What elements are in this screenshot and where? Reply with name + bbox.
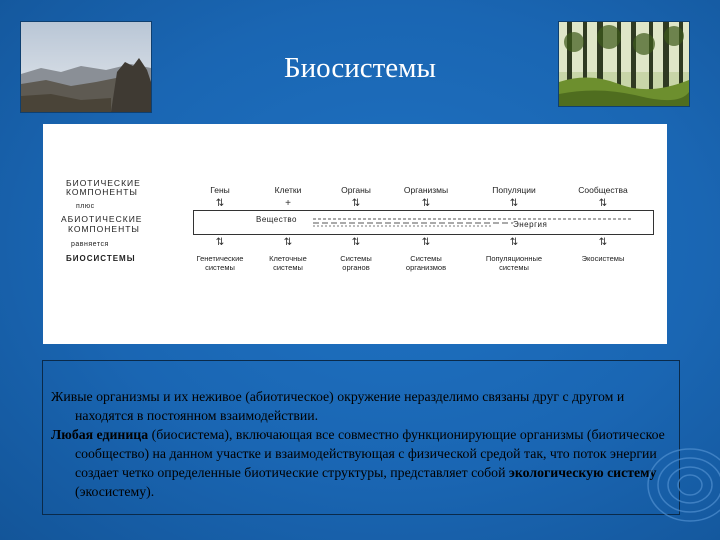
column-cells: Клетки <box>274 185 302 195</box>
column-genes: Гены <box>210 185 230 195</box>
arrow-icon: ⇅ <box>421 237 431 248</box>
arrow-icon: ⇅ <box>421 198 431 209</box>
matter-label: Вещество <box>256 215 297 224</box>
arrow-icon: ⇅ <box>509 198 519 209</box>
abiotic-label-line2: КОМПОНЕНТЫ <box>68 224 140 234</box>
column-communities: Сообщества <box>578 185 628 195</box>
abiotic-label-line1: АБИОТИЧЕСКИЕ <box>61 214 143 224</box>
forest-photo <box>558 21 690 107</box>
column-organs: Органы <box>341 185 371 195</box>
arrow-icon: ⇅ <box>351 198 361 209</box>
biotic-label-line2: КОМПОНЕНТЫ <box>66 187 138 197</box>
mountain-landscape-photo <box>20 21 152 113</box>
energy-label: Энергия <box>513 220 548 229</box>
slide-title: Биосистемы <box>283 52 437 84</box>
column-populations: Популяции <box>492 185 536 195</box>
biosystems-label: БИОСИСТЕМЫ <box>66 254 136 263</box>
biosystems-diagram <box>43 124 667 344</box>
system-label: Системы органов <box>340 254 372 272</box>
arrow-icon: ⇅ <box>215 237 225 248</box>
arrow-icon: + <box>285 198 291 209</box>
description-textbox <box>42 360 680 515</box>
system-label: Системы организмов <box>405 254 447 272</box>
decorative-swirl-icon <box>640 440 720 540</box>
plus-label: плюс <box>76 203 95 210</box>
arrow-icon: ⇅ <box>215 198 225 209</box>
paragraph-2: Любая единица (биосистема), включающая все совместно функционирующие организмы (биотическое сообщество) на данном участке и взаимодействующая с физической средой так, что поток энергии создает четко определенные биотические структуры, представляет собой экологическую систему (экосистему). <box>51 427 665 499</box>
system-label: Экосистемы <box>581 254 625 263</box>
system-label: Популяционные системы <box>485 254 543 272</box>
biotic-label-line1: БИОТИЧЕСКИЕ <box>66 178 141 188</box>
system-label: Генетические системы <box>196 254 244 272</box>
arrow-icon: ⇅ <box>283 237 293 248</box>
column-organisms: Организмы <box>403 185 449 195</box>
arrow-icon: ⇅ <box>598 237 608 248</box>
paragraph-1: Живые организмы и их неживое (абиотическое) окружение неразделимо связаны друг с другом и находятся в постоянном взаимодействии. <box>51 389 625 423</box>
equals-label: равняется <box>71 241 109 248</box>
arrow-icon: ⇅ <box>509 237 519 248</box>
system-label: Клеточные системы <box>269 254 307 272</box>
arrow-icon: ⇅ <box>351 237 361 248</box>
arrow-icon: ⇅ <box>598 198 608 209</box>
